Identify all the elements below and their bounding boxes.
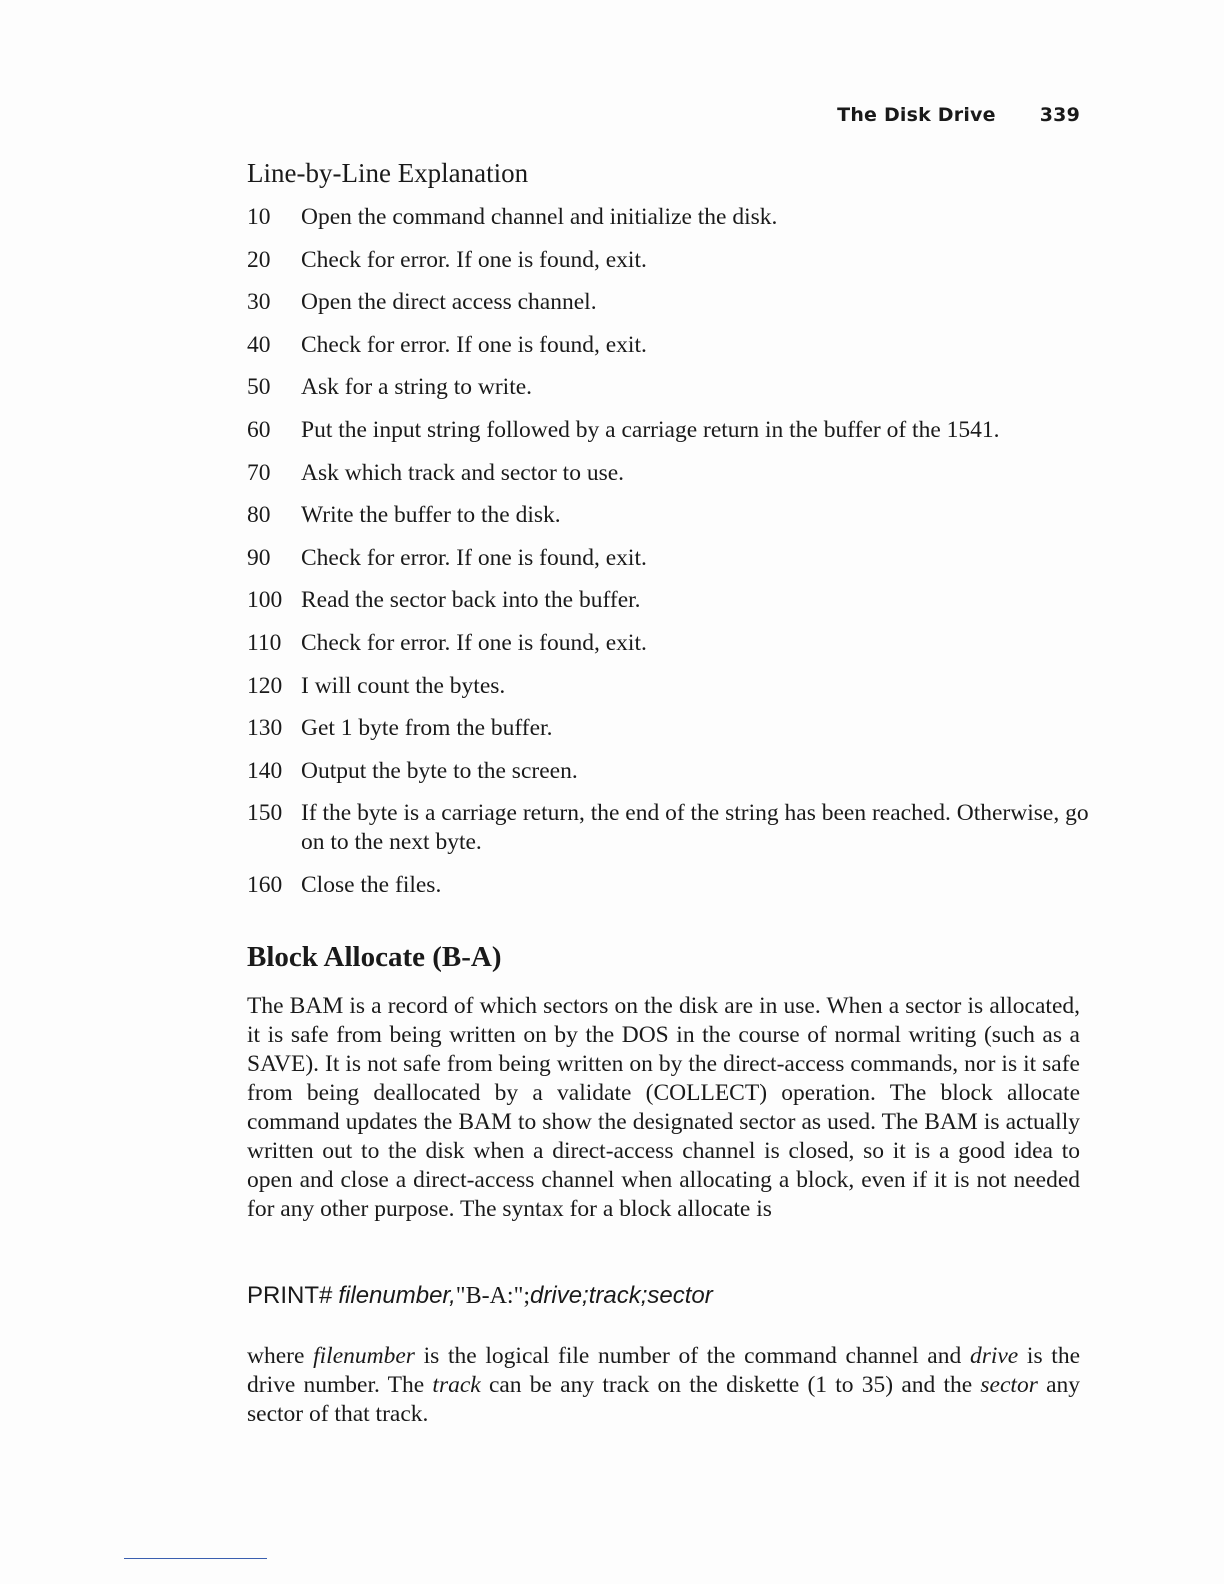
line-number: 80 <box>247 502 271 529</box>
explanation-line-10 <box>247 203 1097 232</box>
explanation-line-90 <box>247 544 1097 573</box>
explanation-line-150 <box>247 799 1097 857</box>
line-number: 130 <box>247 715 283 742</box>
syntax-command: "B-A:"; <box>455 1283 531 1309</box>
explanation-line-20 <box>247 246 1097 275</box>
line-text: Ask which track and sector to use. <box>301 459 625 486</box>
line-number: 20 <box>247 246 271 273</box>
syntax-filenumber: filenumber, <box>338 1282 456 1309</box>
line-text: Close the files. <box>301 871 442 898</box>
explanation-line-110 <box>247 629 1097 658</box>
line-number: 40 <box>247 331 271 358</box>
line-number: 60 <box>247 416 271 443</box>
line-number: 10 <box>247 204 271 230</box>
line-number: 50 <box>247 374 271 401</box>
explanation-line-120 <box>247 672 1097 701</box>
term-filenumber: filenumber <box>313 1343 415 1369</box>
line-text: Check for error. If one is found, exit. <box>301 246 647 273</box>
where-paragraph <box>247 1342 1080 1429</box>
explanation-heading: Line-by-Line Explanation <box>247 158 529 188</box>
line-text: Read the sector back into the buffer. <box>301 587 641 614</box>
block-allocate-paragraph: The BAM is a record of which sectors on the disk are in use. When a sector is allocated, it is safe from being written on by the DOS in the course of normal writing (such as a SAVE). It is not safe from being written on by the direct-access commands, nor is it safe from being deallocated by a validate (COLLECT) operation. The block allocate command updates the BAM to show the designated sector as used. The BAM is actually written out to the disk when a direct-access channel is closed, so it is a good idea to open and close a direct-access channel when allocating a block, even if it is not needed for any other purpose. The syntax for a block allocate is <box>247 993 1080 1222</box>
line-number: 100 <box>247 587 283 614</box>
explanation-line-30 <box>247 288 1097 317</box>
line-number: 140 <box>247 757 283 784</box>
explanation-line-130 <box>247 714 1097 743</box>
running-head <box>837 104 1080 126</box>
line-number: 30 <box>247 289 271 316</box>
where-text-3: is the drive number. The <box>247 1343 1080 1398</box>
syntax-line <box>247 1282 713 1310</box>
line-text: Check for error. If one is found, exit. <box>301 629 647 656</box>
syntax-params: drive;track;sector <box>530 1282 713 1309</box>
explanation-line-50 <box>247 373 1097 402</box>
line-text: I will count the bytes. <box>301 672 506 699</box>
where-text-1: where <box>247 1343 314 1369</box>
line-text: Check for error. If one is found, exit. <box>301 331 647 358</box>
line-text: Open the direct access channel. <box>301 289 597 316</box>
where-text-5: any sector of that track. <box>247 1372 1080 1427</box>
line-text: Check for error. If one is found, exit. <box>301 544 647 571</box>
term-sector: sector <box>980 1372 1038 1398</box>
syntax-keyword: PRINT# <box>247 1282 333 1309</box>
line-number: 110 <box>247 629 282 656</box>
line-text: Put the input string followed by a carriage return in the buffer of the 1541. <box>301 416 1000 443</box>
block-allocate-heading: Block Allocate (B-A) <box>247 941 502 973</box>
line-number: 90 <box>247 544 271 571</box>
explanation-line-80 <box>247 501 1097 530</box>
line-text: Get 1 byte from the buffer. <box>301 715 553 742</box>
explanation-line-40 <box>247 331 1097 360</box>
explanation-line-100 <box>247 586 1097 615</box>
line-number: 120 <box>247 672 283 699</box>
explanation-line-140 <box>247 757 1097 786</box>
line-number: 160 <box>247 871 283 898</box>
term-drive: drive <box>969 1343 1019 1369</box>
footnote-rule <box>124 1558 267 1559</box>
explanation-line-60 <box>247 416 1097 445</box>
line-number: 150 <box>247 800 283 827</box>
line-text: Ask for a string to write. <box>301 374 533 401</box>
explanation-line-70 <box>247 459 1097 488</box>
explanation-line-160 <box>247 871 1097 900</box>
where-text-2: is the logical file number of the command channel and <box>414 1343 970 1369</box>
explanation-list <box>247 203 1097 914</box>
page-number: 339 <box>1039 104 1080 126</box>
line-text: Open the command channel and initialize the disk. <box>301 204 778 230</box>
line-text: Output the byte to the screen. <box>301 757 578 784</box>
term-track: track <box>432 1372 481 1398</box>
where-text-4: can be any track on the diskette (1 to 35) and the <box>480 1372 981 1398</box>
line-number: 70 <box>247 459 271 486</box>
running-head-title: The Disk Drive <box>837 104 996 126</box>
line-text: If the byte is a carriage return, the end of the string has been reached. Otherwise, go on to the next byte. <box>301 800 1089 856</box>
line-text: Write the buffer to the disk. <box>301 502 561 529</box>
